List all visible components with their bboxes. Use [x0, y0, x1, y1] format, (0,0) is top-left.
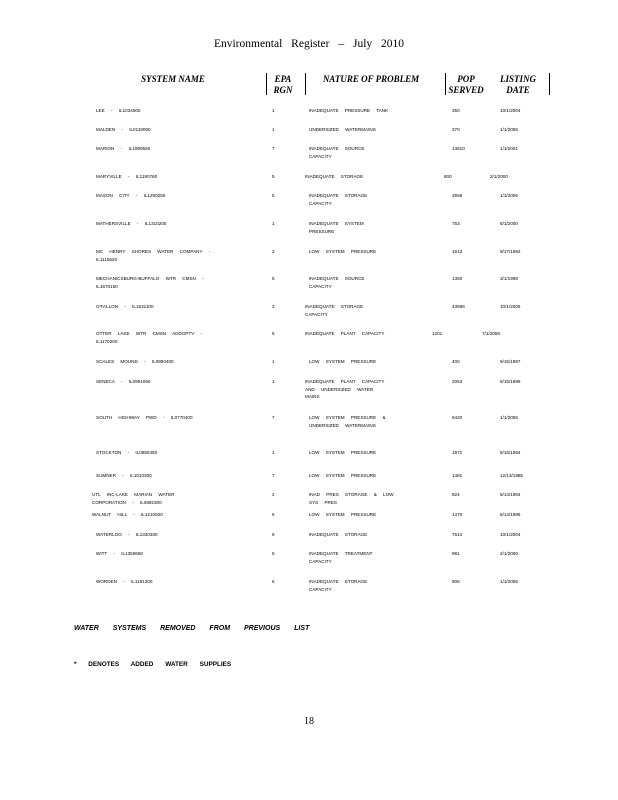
pop-cell: 14610 [452, 146, 465, 151]
nature-cell: LOW SYSTEM PRESSURE [309, 249, 377, 254]
date-cell: 10/1/2004 [500, 532, 521, 537]
region-cell: 1 [272, 221, 275, 226]
date-cell: 8/14/1984 [500, 492, 521, 497]
pop-cell: 400 [452, 359, 460, 364]
date-cell: 9/15/1997 [500, 359, 521, 364]
region-cell: 7 [272, 415, 275, 420]
system-name-cell: O'FALLON - IL1631100 [96, 304, 154, 309]
column-divider [266, 73, 267, 95]
date-cell: 1/1/2006 [500, 415, 518, 420]
pop-cell: 824 [452, 492, 460, 497]
system-name-cell: STOCKTON - IL0850450 [96, 450, 158, 455]
system-name-cell: WORDEN - IL1191200 [96, 579, 153, 584]
region-cell: 7 [272, 473, 275, 478]
date-cell: 1/1/2006 [500, 579, 518, 584]
pop-cell: 991 [452, 551, 460, 556]
region-cell: 1 [272, 359, 275, 364]
pop-cell: 6420 [452, 415, 463, 420]
nature-cell: INADEQUATE STORAGE CAPACITY [309, 193, 368, 206]
pop-cell: 2558 [452, 193, 463, 198]
header-listing-date: LISTING DATE [499, 74, 536, 95]
pop-cell: 43596 [452, 304, 465, 309]
system-name-cell: MARYVILLE - IL1190760 [96, 174, 158, 179]
date-cell: 6/15/1984 [500, 450, 521, 455]
date-cell: 2/1/2000 [500, 551, 518, 556]
pop-cell: 350 [452, 108, 460, 113]
pop-cell: 1871 [452, 450, 463, 455]
header-system-name: SYSTEM NAME [141, 74, 205, 84]
removed-systems-heading: WATER SYSTEMS REMOVED FROM PREVIOUS LIST [74, 625, 310, 632]
pop-cell: 1470 [452, 512, 463, 517]
system-name-cell: SOUTH HIGHWAY PWD - IL0770400 [96, 415, 193, 420]
system-name-cell: MARION - IL1990550 [96, 146, 151, 151]
region-cell: 1 [272, 450, 275, 455]
nature-cell: INADEQUATE SYSTEM PRESSURE [309, 221, 364, 234]
nature-cell: INADEQUATE SOURCE CAPACITY [309, 276, 365, 289]
added-supplies-note: * DENOTES ADDED WATER SUPPLIES [74, 661, 232, 668]
pop-cell: 800 [444, 174, 452, 179]
nature-cell: INADEQUATE PLANT CAPACITY AND UNDERSIZED WATER MAINS [305, 379, 385, 400]
region-cell: 5 [272, 551, 275, 556]
system-name-cell: MECHANICSBURG-BUFFALO WTR CMSN - IL1670150 [96, 276, 204, 289]
system-name-cell: MATHERSVILLE - IL1310200 [96, 221, 167, 226]
date-cell: 10/1/2006 [500, 304, 521, 309]
system-name-cell: MASON CITY - IL1250250 [96, 193, 166, 198]
region-cell: 2 [272, 492, 275, 497]
nature-cell: INAD PRES STORAGE & LOW SYS PRES [309, 492, 394, 505]
date-cell: 8/1/2000 [500, 221, 518, 226]
system-name-cell: SENECA - IL0991050 [96, 379, 151, 384]
region-cell: 6 [272, 532, 275, 537]
nature-cell: INADEQUATE SOURCE CAPACITY [309, 146, 365, 159]
system-name-cell: UTL INC-LAKE MARIAN WATER CORPORATION - IL0892300 [92, 492, 175, 505]
region-cell: 5 [272, 174, 275, 179]
pop-cell: 753 [452, 221, 460, 226]
nature-cell: LOW SYSTEM PRESSURE [309, 512, 377, 517]
date-cell: 1/1/2006 [500, 193, 518, 198]
region-cell: 6 [272, 512, 275, 517]
date-cell: 7/1/2006 [482, 331, 500, 336]
nature-cell: LOW SYSTEM PRESSURE [309, 473, 377, 478]
pop-cell: 1201 [432, 331, 443, 336]
nature-cell: LOW SYSTEM PRESSURE & UNDERSIZED WATERMAINS [309, 415, 386, 428]
nature-cell: UNDERSIZED WATERMAINS [309, 127, 376, 132]
system-name-cell: WALNUT HILL - IL1210500 [92, 512, 163, 517]
system-name-cell: WATERLOO - IL1330300 [96, 532, 158, 537]
page-title: Environmental Register – July 2010 [213, 38, 405, 50]
nature-cell: INADEQUATE PLANT CAPACITY [305, 331, 385, 336]
header-pop-served: POP SERVED [448, 74, 484, 95]
region-cell: 2 [272, 249, 275, 254]
system-name-cell: WITT - IL1350650 [96, 551, 143, 556]
date-cell: 10/1/2004 [500, 108, 521, 113]
date-cell: 9/17/1992 [500, 249, 521, 254]
system-name-cell: SCALES MOUND - IL0850400 [96, 359, 174, 364]
nature-cell: INADEQUATE STORAGE CAPACITY [309, 579, 368, 592]
date-cell: 6/15/1999 [500, 379, 521, 384]
column-divider [549, 73, 550, 95]
pop-cell: 1613 [452, 249, 463, 254]
region-cell: 5 [272, 331, 275, 336]
date-cell: 1/1/2001 [500, 146, 518, 151]
header-epa-rgn: EPA RGN [273, 74, 293, 95]
nature-cell: LOW SYSTEM PRESSURE [309, 450, 377, 455]
system-name-cell: MC HENRY SHORES WATER COMPANY - IL1115520 [96, 249, 211, 262]
system-name-cell: MALDEN - IL0110050 [96, 127, 151, 132]
region-cell: 6 [272, 579, 275, 584]
column-divider [305, 73, 306, 95]
date-cell: 12/13/1985 [500, 473, 523, 478]
region-cell: 5 [272, 193, 275, 198]
pop-cell: 7614 [452, 532, 463, 537]
nature-cell: INADEQUATE PRESSURE TANK [309, 108, 389, 113]
system-name-cell: LEE - IL1034500 [96, 108, 141, 113]
date-cell: 1/1/2006 [500, 127, 518, 132]
nature-cell: INADEQUATE STORAGE [305, 174, 364, 179]
date-cell: 3/1/1998 [500, 276, 518, 281]
region-cell: 1 [272, 108, 275, 113]
pop-cell: 1481 [452, 473, 463, 478]
system-name-cell: SUMNER - IL1010300 [96, 473, 152, 478]
header-nature-of-problem: NATURE OF PROBLEM [322, 74, 420, 84]
nature-cell: INADEQUATE STORAGE CAPACITY [305, 304, 364, 317]
system-name-cell: OTTER LAKE WTR CMSN ADDGPTV - IL1170200 [96, 331, 203, 344]
pop-cell: 2053 [452, 379, 463, 384]
page-number: 18 [304, 716, 314, 727]
region-cell: 2 [272, 304, 275, 309]
region-cell: 7 [272, 146, 275, 151]
nature-cell: LOW SYSTEM PRESSURE [309, 359, 377, 364]
region-cell: 5 [272, 276, 275, 281]
date-cell: 6/14/1985 [500, 512, 521, 517]
region-cell: 1 [272, 127, 275, 132]
nature-cell: INADEQUATE STORAGE [309, 532, 368, 537]
pop-cell: 370 [452, 127, 460, 132]
date-cell: 2/1/2000 [490, 174, 508, 179]
pop-cell: 906 [452, 579, 460, 584]
pop-cell: 1350 [452, 276, 463, 281]
region-cell: 1 [272, 379, 275, 384]
nature-cell: INADEQUATE TREATMENT CAPACITY [309, 551, 373, 564]
